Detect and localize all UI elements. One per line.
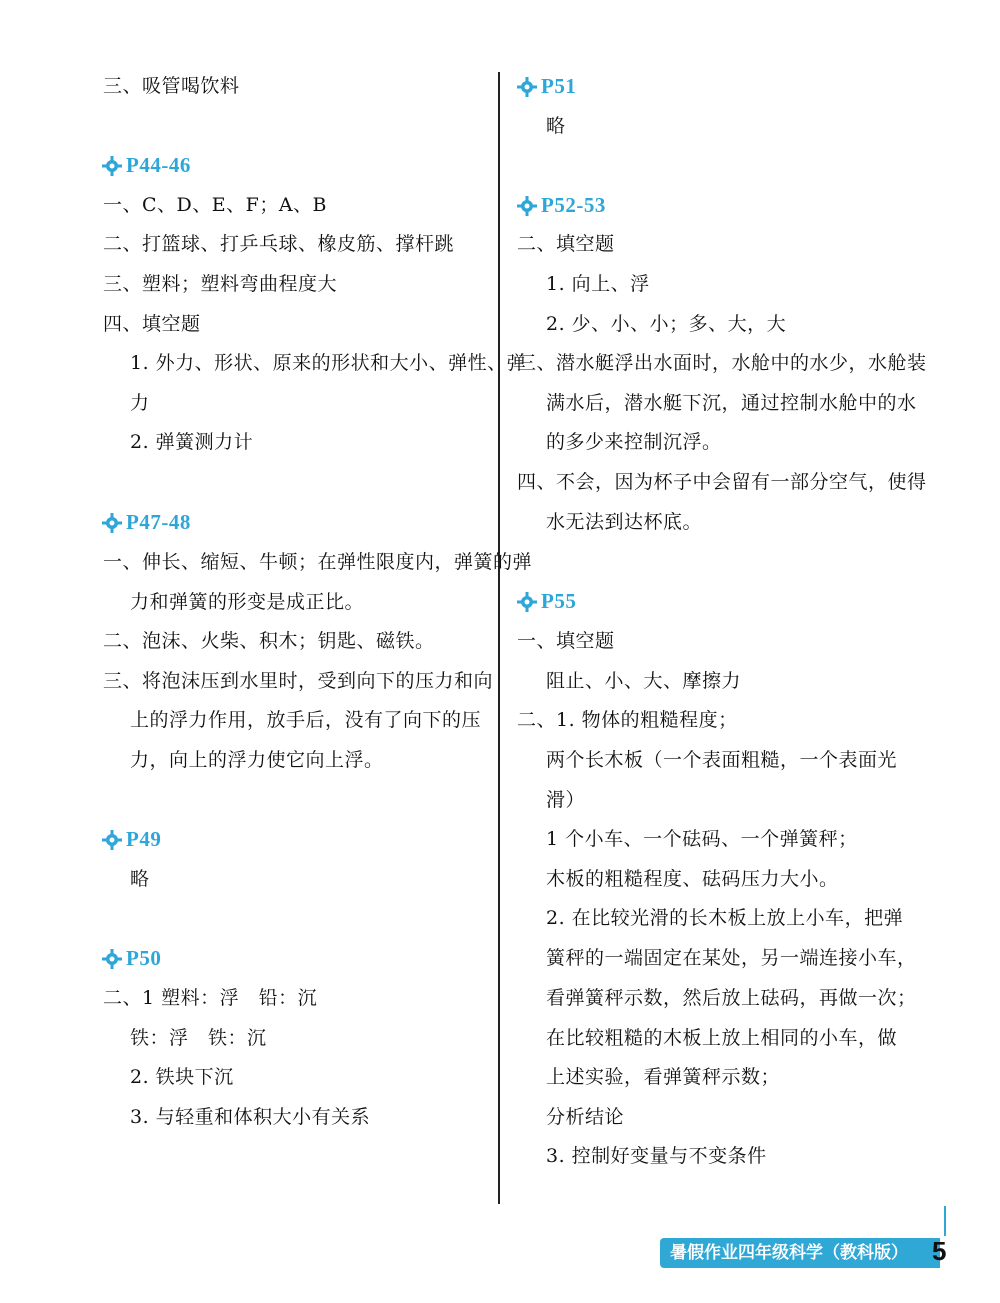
- column-divider: [498, 72, 500, 1204]
- section-header-p47-48: [101, 510, 191, 535]
- answer-line: 二、填空题: [517, 233, 615, 255]
- answer-line: 3. 控制好变量与不变条件: [546, 1145, 767, 1167]
- answer-line: 2. 在比较光滑的长木板上放上小车，把弹: [546, 907, 904, 929]
- answer-line: 四、不会，因为杯子中会留有一部分空气，使得: [517, 471, 927, 493]
- section-header-p44-46: [101, 153, 191, 178]
- page-number: 5: [932, 1236, 947, 1266]
- answer-line: 1. 向上、浮: [546, 273, 650, 295]
- section-title: P52-53: [541, 193, 606, 217]
- answer-line: 力，向上的浮力使它向上浮。: [130, 749, 384, 771]
- section-title: P51: [541, 74, 577, 98]
- gear-icon: [101, 948, 123, 970]
- answer-line: 铁：浮 铁：沉: [130, 1027, 267, 1049]
- section-title: P49: [126, 827, 162, 851]
- answer-line: 滑）: [546, 789, 586, 811]
- gear-icon: [101, 512, 123, 534]
- gear-icon: [101, 829, 123, 851]
- footer-accent-line: [944, 1206, 946, 1236]
- gear-icon: [516, 76, 538, 98]
- answer-line: 3. 与轻重和体积大小有关系: [130, 1106, 371, 1128]
- answer-line: 在比较粗糙的木板上放上相同的小车，做: [546, 1027, 898, 1049]
- answer-line: 两个长木板（一个表面粗糙，一个表面光: [546, 749, 898, 771]
- answer-line: 二、1. 物体的粗糙程度；: [517, 709, 738, 731]
- answer-line: 的多少来控制沉浮。: [546, 431, 722, 453]
- section-header-p51: [516, 74, 576, 99]
- answer-line: 分析结论: [546, 1106, 625, 1128]
- answer-line: 满水后，潜水艇下沉，通过控制水舱中的水: [546, 392, 917, 414]
- section-header-p49: [101, 827, 161, 852]
- answer-line: 上述实验，看弹簧秤示数；: [546, 1066, 781, 1088]
- answer-line: 看弹簧秤示数，然后放上砝码，再做一次；: [546, 987, 917, 1009]
- section-header-p55: [516, 589, 576, 614]
- section-title: P50: [126, 946, 162, 970]
- answer-line: 1. 外力、形状、原来的形状和大小、弹性、弹: [130, 352, 527, 374]
- section-title: P44-46: [126, 153, 191, 177]
- answer-line: 略: [546, 115, 566, 137]
- answer-line: 2. 铁块下沉: [130, 1066, 234, 1088]
- answer-line: 二、1 塑料：浮 铅：沉: [103, 987, 318, 1009]
- answer-line: 三、将泡沫压到水里时，受到向下的压力和向: [103, 670, 494, 692]
- section-header-p52-53: [516, 193, 606, 218]
- gear-icon: [516, 195, 538, 217]
- answer-line: 四、填空题: [103, 313, 201, 335]
- answer-line: 一、伸长、缩短、牛顿；在弹性限度内，弹簧的弹: [103, 551, 533, 573]
- answer-line: 阻止、小、大、摩擦力: [546, 670, 742, 692]
- answer-line: 力: [130, 392, 150, 414]
- section-header-p50: [101, 946, 161, 971]
- section-title: P55: [541, 589, 577, 613]
- answer-line: 2. 少、小、小；多、大，大: [546, 313, 787, 335]
- answer-line: 一、填空题: [517, 630, 615, 652]
- answer-line: 二、泡沫、火柴、积木；钥匙、磁铁。: [103, 630, 435, 652]
- answer-line: 木板的粗糙程度、砝码压力大小。: [546, 868, 839, 890]
- answer-line: 2. 弹簧测力计: [130, 431, 254, 453]
- answer-line: 三、吸管喝饮料: [103, 75, 240, 97]
- answer-line: 二、打篮球、打乒乓球、橡皮筋、撑杆跳: [103, 233, 455, 255]
- section-title: P47-48: [126, 510, 191, 534]
- answer-line: 三、塑料；塑料弯曲程度大: [103, 273, 338, 295]
- gear-icon: [516, 591, 538, 613]
- answer-line: 水无法到达杯底。: [546, 511, 703, 533]
- answer-line: 三、潜水艇浮出水面时，水舱中的水少，水舱装: [517, 352, 927, 374]
- answer-line: 1 个小车、一个砝码、一个弹簧秤；: [546, 828, 858, 850]
- gear-icon: [101, 155, 123, 177]
- answer-line: 力和弹簧的形变是成正比。: [130, 591, 365, 613]
- answer-line: 上的浮力作用，放手后，没有了向下的压: [130, 709, 482, 731]
- footer-banner: 暑假作业四年级科学（教科版）: [660, 1238, 940, 1268]
- answer-line: 一、C、D、E、F；A、B: [103, 194, 328, 216]
- answer-line: 簧秤的一端固定在某处，另一端连接小车，: [546, 947, 917, 969]
- answer-line: 略: [130, 868, 150, 890]
